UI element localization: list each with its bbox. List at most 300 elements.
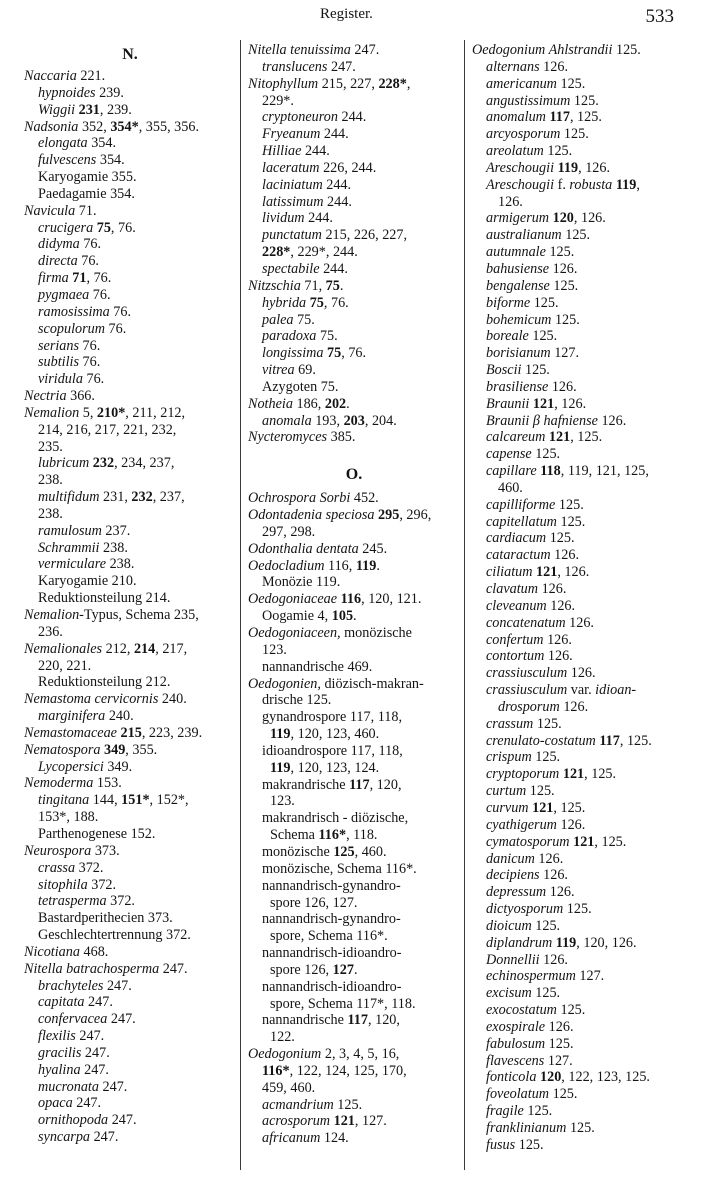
index-entry — [472, 834, 684, 851]
entry-text: , 120, 123, 460. — [290, 726, 380, 743]
index-entry — [248, 379, 460, 396]
index-entry — [472, 1019, 684, 1036]
taxon-name: alternans — [486, 58, 540, 75]
entry-text: 125. — [526, 783, 555, 800]
taxon-name: cataractum — [486, 547, 551, 564]
index-entry — [248, 109, 460, 126]
taxon-name: ornithopoda — [38, 1112, 109, 1129]
index-entry — [472, 648, 684, 665]
entry-text: spore, Schema 116*. — [270, 928, 388, 945]
entry-text: 372. — [75, 859, 104, 876]
index-entry — [472, 1103, 684, 1120]
index-entry — [248, 507, 460, 524]
page-ref-bold: 125 — [333, 843, 355, 860]
taxon-name: Braunii β hafniense — [486, 412, 598, 429]
entry-text: 125. — [515, 1136, 544, 1153]
index-entry — [24, 725, 236, 742]
entry-text: 238. — [38, 505, 63, 522]
index-entry — [24, 523, 236, 540]
entry-text: 125. — [556, 1002, 586, 1019]
entry-text: Schema — [270, 827, 319, 844]
taxon-name: anomalum — [486, 109, 546, 126]
page-ref-bold: 119 — [557, 159, 579, 176]
entry-text: , 126. — [557, 564, 590, 581]
index-entry — [472, 985, 684, 1002]
entry-text: spore, Schema 117*, 118. — [270, 995, 416, 1012]
index-entry — [24, 910, 236, 927]
index-entry — [248, 1113, 460, 1130]
index-entry — [472, 1086, 684, 1103]
page-ref-bold: 119 — [270, 726, 291, 743]
entry-text: 125. — [545, 1035, 574, 1052]
index-entry — [248, 793, 460, 810]
entry-text: , 355, 356. — [138, 118, 199, 135]
entry-text: , 118. — [346, 827, 378, 844]
page-ref-bold: 75 — [309, 294, 324, 311]
entry-text: 247. — [80, 1061, 109, 1078]
entry-text: 126. — [543, 631, 572, 648]
index-entry — [248, 1046, 460, 1063]
taxon-name: Nemalionales — [24, 640, 103, 657]
entry-text: , 76. — [86, 270, 112, 287]
entry-text: Karyogamie 210. — [38, 573, 137, 590]
entry-text: 245. — [358, 540, 388, 557]
taxon-name: Odonthalia dentata — [248, 540, 359, 557]
page-ref-bold: 127 — [332, 961, 354, 978]
entry-text: 247. — [103, 977, 132, 994]
entry-text: nannandrisch-idioandro- — [262, 978, 402, 995]
entry-text: 214, 216, 217, 221, 232, — [38, 421, 177, 438]
taxon-name: exospirale — [486, 1018, 546, 1035]
page-ref-bold: 202 — [324, 395, 347, 412]
page-ref-bold: 75 — [327, 345, 342, 362]
taxon-name: Neurospora — [24, 842, 92, 859]
page-ref-bold: 214 — [133, 640, 156, 657]
entry-text: 193, — [311, 412, 344, 429]
taxon-name: Nemalion — [24, 607, 80, 623]
entry-text: 125. — [533, 715, 562, 732]
index-entry — [472, 345, 684, 362]
entry-text: 126. — [539, 951, 568, 968]
page-ref-bold: 71 — [72, 270, 87, 287]
taxon-name: tingitana — [38, 792, 90, 809]
taxon-name: directa — [38, 253, 78, 270]
entry-text: 238. — [106, 556, 135, 573]
taxon-name: punctatum — [262, 227, 322, 244]
taxon-name: borisianum — [486, 345, 551, 362]
entry-text: 226, 244. — [319, 159, 377, 176]
entry-text: 237. — [101, 522, 131, 539]
index-entry — [472, 143, 684, 160]
taxon-name: Nemoderma — [24, 775, 94, 792]
entry-text: Geschlechtertrennung 372. — [38, 927, 191, 944]
index-entry — [248, 709, 460, 726]
index-entry — [248, 490, 460, 507]
entry-text: 247. — [350, 42, 380, 58]
entry-text: 247. — [90, 1129, 119, 1146]
index-entry — [472, 446, 684, 463]
index-entry — [24, 994, 236, 1011]
index-entry — [24, 742, 236, 759]
taxon-name: marginifera — [38, 708, 106, 725]
index-entry — [472, 514, 684, 531]
taxon-name: laceratum — [262, 159, 320, 176]
index-entry — [472, 547, 684, 564]
index-entry — [472, 194, 684, 211]
entry-text: 373. — [91, 842, 120, 859]
page-ref-bold: 203 — [343, 412, 365, 429]
taxon-name: fragile — [486, 1103, 524, 1120]
entry-text: , 460. — [354, 843, 387, 860]
column-divider — [464, 40, 465, 1170]
page-ref-bold: O. — [345, 466, 363, 484]
page-ref-bold: 75 — [96, 219, 111, 236]
entry-text: , 125. — [553, 799, 586, 816]
page-ref-bold: 121 — [532, 395, 555, 412]
taxon-name: americanum — [486, 75, 557, 92]
index-entry — [248, 692, 460, 709]
entry-text: , 125. — [594, 833, 627, 850]
taxon-name: Nematospora — [24, 741, 101, 758]
index-entry — [24, 405, 236, 422]
entry-text: 126. — [544, 648, 573, 665]
taxon-name: armigerum — [486, 210, 550, 227]
taxon-name: elongata — [38, 135, 88, 152]
taxon-name: lubricum — [38, 455, 90, 472]
entry-text: , 76. — [323, 294, 349, 311]
taxon-name: Oedogoniaceae — [248, 591, 338, 608]
entry-text: 75. — [293, 311, 315, 328]
entry-text: 125. — [612, 42, 641, 58]
page-ref-bold: 120 — [540, 1069, 562, 1086]
index-entry — [472, 497, 684, 514]
page-ref-bold: 119 — [615, 176, 637, 193]
taxon-name: Odontadenia speciosa — [248, 507, 375, 524]
index-entry — [472, 429, 684, 446]
entry-text: , 76. — [110, 219, 136, 236]
entry-text: 126. — [559, 698, 589, 715]
entry-text: 231, — [99, 489, 132, 506]
index-entry — [248, 844, 460, 861]
entry-text: 126. — [539, 867, 568, 884]
index-entry — [24, 843, 236, 860]
taxon-name: dioicum — [486, 917, 532, 934]
entry-text: Paedagamie 354. — [38, 185, 135, 202]
entry-text: 125. — [566, 1120, 595, 1136]
entry-text: 215, 227, — [318, 75, 379, 92]
entry-text: 75. — [316, 328, 338, 345]
index-entry — [248, 413, 460, 430]
index-entry — [472, 261, 684, 278]
entry-text: 244. — [323, 193, 352, 210]
taxon-name: tetrasperma — [38, 893, 107, 910]
index-entry — [248, 928, 460, 945]
index-entry — [248, 177, 460, 194]
taxon-name: subtilis — [38, 354, 79, 371]
index-entry — [248, 945, 460, 962]
index-entry — [472, 210, 684, 227]
taxon-name: Nemastoma cervicornis — [24, 691, 159, 708]
entry-text: 186, — [292, 395, 325, 412]
entry-text: , 125. — [584, 766, 617, 783]
entry-text: 144, — [89, 792, 122, 809]
index-entry — [24, 1028, 236, 1045]
entry-text: 125. — [546, 530, 575, 547]
index-entry — [472, 968, 684, 985]
entry-text: 126. — [567, 665, 596, 682]
index-entry — [24, 540, 236, 557]
entry-text: 240. — [105, 708, 134, 725]
taxon-name: palea — [262, 311, 294, 328]
taxon-name: Oedocladium — [248, 557, 325, 574]
taxon-name: drosporum — [498, 698, 560, 715]
page-ref-bold: 210* — [96, 404, 126, 421]
entry-text: , 204. — [364, 412, 397, 429]
entry-text: . — [353, 608, 357, 625]
entry-text: makrandrische — [262, 776, 350, 793]
index-entry — [24, 759, 236, 776]
taxon-name: Nitella batrachosperma — [24, 960, 160, 977]
page-ref-bold: 349 — [104, 741, 126, 758]
entry-text: 238. — [38, 472, 63, 489]
index-entry — [24, 978, 236, 995]
entry-text: 125. — [545, 244, 575, 261]
page-ref-bold: 118 — [540, 463, 561, 480]
entry-text: 349. — [103, 758, 133, 775]
taxon-name: danicum — [486, 850, 535, 867]
entry-text: 239. — [95, 84, 124, 101]
taxon-name: didyma — [38, 236, 80, 253]
taxon-name: Notheia — [248, 395, 293, 412]
index-entry — [24, 792, 236, 809]
entry-text: , 122, 123, 125. — [561, 1069, 650, 1086]
entry-text: , 125. — [569, 109, 602, 126]
taxon-name: Navicula — [24, 202, 76, 219]
index-entry — [248, 210, 460, 227]
taxon-name: diplandrum — [486, 934, 553, 951]
taxon-name: latissimum — [262, 193, 324, 210]
entry-text: 122. — [270, 1029, 295, 1046]
entry-text: 126. — [556, 816, 586, 833]
taxon-name: Nectria — [24, 388, 67, 405]
taxon-name: curtum — [486, 783, 527, 800]
entry-text: 372. — [87, 876, 117, 893]
page-ref-bold: 117 — [549, 109, 570, 126]
taxon-name: Nitella tenuissima — [248, 42, 351, 58]
index-entry — [24, 944, 236, 961]
entry-text: 153. — [93, 775, 122, 792]
taxon-name: fabulosum — [486, 1035, 546, 1052]
taxon-name: contortum — [486, 648, 545, 665]
index-entry — [472, 396, 684, 413]
entry-text: 244. — [301, 143, 330, 160]
entry-text: 244. — [320, 126, 349, 143]
taxon-name: sitophila — [38, 876, 88, 893]
entry-text: 125. — [563, 901, 592, 918]
taxon-name: concatenatum — [486, 614, 566, 631]
index-entry — [24, 708, 236, 725]
index-entry — [24, 85, 236, 102]
entry-text: 126. — [498, 193, 523, 210]
taxon-name: Donnellii — [486, 951, 540, 968]
index-entry — [24, 439, 236, 456]
index-entry — [472, 480, 684, 497]
index-entry — [472, 530, 684, 547]
entry-text: 366. — [66, 388, 95, 405]
entry-text: drische 125. — [262, 692, 332, 709]
entry-text: 69. — [294, 362, 316, 379]
index-entry — [472, 1069, 684, 1086]
index-entry — [472, 564, 684, 581]
index-entry — [472, 581, 684, 598]
index-entry — [248, 194, 460, 211]
index-entry — [24, 236, 236, 253]
entry-text: 247. — [107, 1011, 136, 1028]
index-entry — [472, 109, 684, 126]
index-entry — [472, 665, 684, 682]
taxon-name: capitata — [38, 994, 85, 1011]
index-entry — [248, 59, 460, 76]
section-letter — [248, 460, 460, 490]
index-entry — [248, 93, 460, 110]
taxon-name: Nemastomaceae — [24, 724, 117, 741]
entry-text: 125. — [333, 1096, 363, 1113]
taxon-name: bengalense — [486, 277, 550, 294]
index-entry — [248, 227, 460, 244]
entry-text: 125. — [530, 294, 559, 311]
taxon-name: Nitzschia — [248, 277, 301, 294]
taxon-name: Fryeanum — [262, 126, 321, 143]
index-entry — [248, 777, 460, 794]
taxon-name: ramulosum — [38, 522, 102, 539]
entry-text: 385. — [327, 429, 356, 446]
index-entry — [248, 524, 460, 541]
entry-text: 71. — [75, 202, 97, 219]
index-entry — [248, 861, 460, 878]
entry-text: 372. — [106, 893, 135, 910]
entry-text: , 125. — [570, 429, 603, 446]
entry-text: 76. — [109, 303, 132, 320]
taxon-name: Nycteromyces — [248, 429, 328, 446]
index-entry — [472, 278, 684, 295]
taxon-name: depressum — [486, 884, 547, 901]
entry-text: 452. — [350, 490, 379, 507]
taxon-name: cyathigerum — [486, 816, 557, 833]
entry-text: 76. — [79, 337, 101, 354]
taxon-name: curvum — [486, 799, 529, 816]
index-entry — [24, 220, 236, 237]
entry-text: 247. — [72, 1095, 102, 1112]
entry-text: 125. — [549, 277, 579, 294]
section-gap — [248, 446, 460, 460]
index-entry — [472, 160, 684, 177]
taxon-name: translucens — [262, 58, 328, 75]
page-ref-bold: 121 — [573, 833, 595, 850]
taxon-name: hypnoides — [38, 84, 96, 101]
index-entry — [248, 244, 460, 261]
index-entry — [24, 371, 236, 388]
taxon-name: flexilis — [38, 1028, 76, 1045]
index-entry — [24, 1062, 236, 1079]
taxon-name: areolatum — [486, 143, 544, 160]
taxon-name: cardiacum — [486, 530, 547, 547]
entry-text: 126. — [549, 260, 578, 277]
taxon-name: hyalina — [38, 1061, 81, 1078]
index-entry — [248, 1097, 460, 1114]
entry-text: 125. — [521, 362, 550, 379]
index-entry — [472, 716, 684, 733]
entry-text: 125. — [560, 126, 589, 143]
taxon-name: autumnale — [486, 244, 546, 261]
index-entry — [24, 489, 236, 506]
index-entry — [248, 1130, 460, 1147]
index-entry — [248, 328, 460, 345]
page-ref-bold: 117 — [599, 732, 620, 749]
index-entry — [24, 186, 236, 203]
entry-text: 215, 226, 227, — [321, 227, 408, 244]
index-entry — [248, 1012, 460, 1029]
taxon-name: calcareum — [486, 429, 546, 446]
entry-text: . — [353, 961, 358, 978]
entry-text: 125. — [528, 328, 558, 345]
index-entry — [248, 42, 460, 59]
taxon-name: Wiggii — [38, 101, 76, 118]
taxon-name: cymatosporum — [486, 833, 570, 850]
entry-text: , 126. — [573, 210, 606, 227]
taxon-name: fulvescens — [38, 152, 97, 169]
entry-text: idioandrospore 117, 118, — [262, 742, 403, 759]
index-entry — [472, 783, 684, 800]
entry-text: 126. — [546, 884, 575, 901]
taxon-name: Oedogoniaceen, — [248, 625, 341, 641]
page-ref-bold: 228* — [378, 75, 407, 92]
page-ref-bold: 119 — [270, 759, 291, 776]
index-entry — [472, 227, 684, 244]
entry-text: 236. — [38, 623, 63, 640]
taxon-name: Hilliae — [262, 143, 302, 160]
taxon-name: cleveanum — [486, 597, 547, 614]
entry-text: 247. — [84, 994, 113, 1011]
entry-text: 126. — [534, 850, 564, 867]
entry-text: 76. — [89, 286, 111, 303]
entry-text: , 120, — [368, 1012, 400, 1029]
index-column-3 — [472, 42, 684, 1154]
taxon-name: serians — [38, 337, 79, 354]
taxon-name: Ochrospora Sorbi — [248, 490, 351, 507]
taxon-name: mucronata — [38, 1078, 99, 1095]
taxon-name: angustissimum — [486, 92, 571, 109]
index-entry — [248, 143, 460, 160]
taxon-name: confervacea — [38, 1011, 108, 1028]
taxon-name: arcyosporum — [486, 126, 561, 143]
index-entry — [24, 203, 236, 220]
entry-text: , 125. — [619, 732, 652, 749]
index-entry — [24, 68, 236, 85]
entry-text: monözische — [340, 625, 412, 641]
index-entry — [24, 607, 236, 624]
index-entry — [24, 809, 236, 826]
index-entry — [24, 455, 236, 472]
entry-text: 125. — [523, 1103, 553, 1120]
page-ref-bold: 120 — [552, 210, 574, 227]
index-entry — [24, 893, 236, 910]
index-entry — [472, 632, 684, 649]
entry-text: 2, 3, 4, 5, 16, — [321, 1046, 400, 1063]
taxon-name: acrosporum — [262, 1113, 331, 1130]
entry-text: , 234, 237, — [114, 455, 175, 472]
entry-text: 125. — [549, 1086, 578, 1103]
index-entry — [472, 362, 684, 379]
